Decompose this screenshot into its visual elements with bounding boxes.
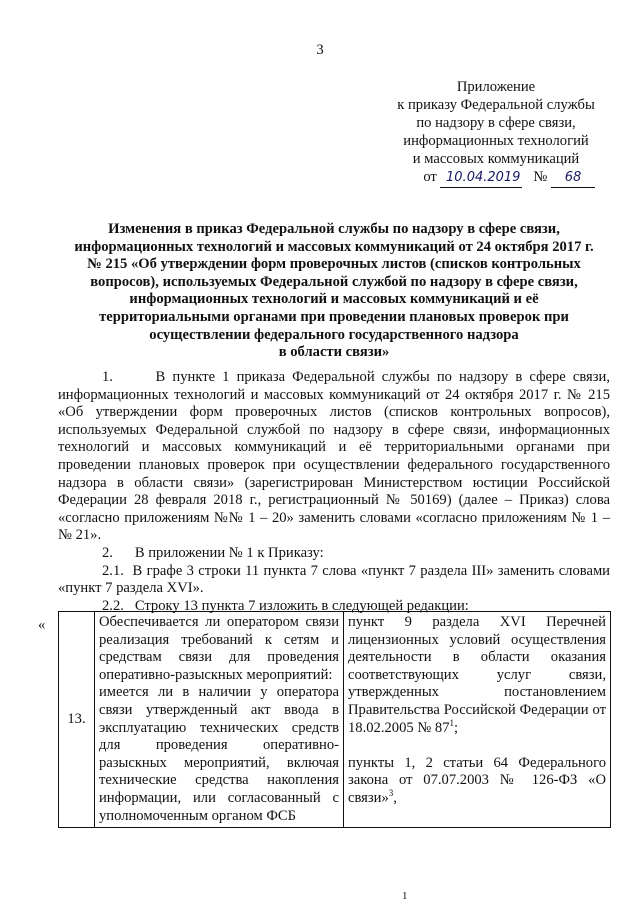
document-body bbox=[58, 369, 610, 615]
question-text: Обеспечивается ли оператором связи реализация требований к сетям и средствам связи для проведения оперативно-разыскных мероприятий: bbox=[99, 614, 339, 683]
reference-1-punct: ; bbox=[454, 719, 459, 736]
reference-2-punct: , bbox=[393, 789, 397, 806]
appendix-line: Приложение bbox=[456, 79, 536, 95]
handwritten-date: 10.04.2019 bbox=[440, 169, 522, 188]
appendix-block bbox=[385, 78, 607, 188]
order-reference bbox=[385, 168, 607, 188]
footnote-marker: 3 bbox=[388, 788, 394, 799]
question-cell bbox=[95, 612, 344, 828]
edit-table bbox=[58, 611, 611, 828]
page-number: 3 bbox=[316, 42, 324, 58]
title-line: Изменения в приказ Федеральной службы по надзору в сфере связи, bbox=[108, 221, 560, 237]
paragraph-1: 1. В пункте 1 приказа Федеральной службы по надзору в сфере связи, информационных технологий и массовых коммуникаций от 24 октября 2017 г. № 215 «Об утверждении форм проверочных листов (списков контрольных вопросов), используемых Федеральной службой по надзору в сфере связи, информационных технологий и массовых коммуникаций и её территориальными органами при проведении плановых проверок при осуществлении федерального государственного надзора в области связи» (зарегистрирован Министерством юстиции Российской Федерации 28 февраля 2018 г., регистрационный № 50169) (далее – Приказ) слова «согласно приложениям №№ 1 – 20» заменить словами «согласно приложениям № 1 – № 21». bbox=[58, 369, 610, 544]
page-bottom-mark: 1 bbox=[402, 890, 408, 902]
row-number-cell: 13. bbox=[59, 612, 95, 828]
title-line: информационных технологий и массовых коммуникаций от 24 октября 2017 г. bbox=[74, 238, 594, 255]
number-label: № bbox=[533, 169, 548, 185]
table-row bbox=[59, 612, 611, 828]
reference-cell bbox=[344, 612, 611, 828]
reference-1 bbox=[348, 614, 606, 737]
paragraph-2-1: 2.1. В графе 3 строки 11 пункта 7 слова «пункт 7 раздела III» заменить словами «пункт 7 раздела XVI». bbox=[58, 562, 610, 597]
title-line: информационных технологий и массовых коммуникаций и её bbox=[129, 291, 539, 308]
appendix-line: информационных технологий bbox=[403, 133, 589, 149]
title-line: вопросов), используемых Федеральной службой по надзору в сфере связи, bbox=[90, 273, 578, 290]
reference-1-text: пункт 9 раздела XVI Перечней лицензионных условий осуществления деятельности в области оказания соответствующих услуг связи, утвержденных постановлением Правительства Российской Федерации от 18.02.2005 № 87 bbox=[348, 614, 606, 736]
paragraph-2: 2. В приложении № 1 к Приказу: bbox=[102, 544, 324, 561]
document-title bbox=[58, 221, 610, 362]
footnote-marker: 1 bbox=[449, 717, 454, 728]
paragraph-2-2: 2.2. Строку 13 пункта 7 изложить в следующей редакции: bbox=[102, 597, 469, 614]
title-line: № 215 «Об утверждении форм проверочных листов (списков контрольных bbox=[87, 256, 581, 273]
appendix-line: по надзору в сфере связи, bbox=[416, 115, 576, 131]
reference-2 bbox=[348, 755, 606, 808]
handwritten-number: 68 bbox=[551, 169, 595, 188]
reference-2-text: пункты 1, 2 статьи 64 Федерального закона от 07.07.2003 № 126-ФЗ «О связи» bbox=[348, 754, 606, 806]
title-line: в области связи» bbox=[278, 344, 390, 361]
appendix-line: к приказу Федеральной службы bbox=[397, 97, 595, 113]
open-quote-mark: « bbox=[38, 617, 46, 633]
question-continuation: имеется ли в наличии у оператора связи утвержденный акт ввода в эксплуатацию технических средств для проведения оперативно-разыскных мероприятий, включая технические средства накопления информации, или согласованный с уполномоченным органом ФСБ bbox=[99, 684, 339, 824]
appendix-line: и массовых коммуникаций bbox=[412, 151, 580, 167]
title-line: осуществлении федерального государственного надзора bbox=[149, 326, 519, 343]
from-label: от bbox=[423, 169, 437, 185]
title-line: территориальными органами при проведении плановых проверок при bbox=[99, 308, 569, 325]
